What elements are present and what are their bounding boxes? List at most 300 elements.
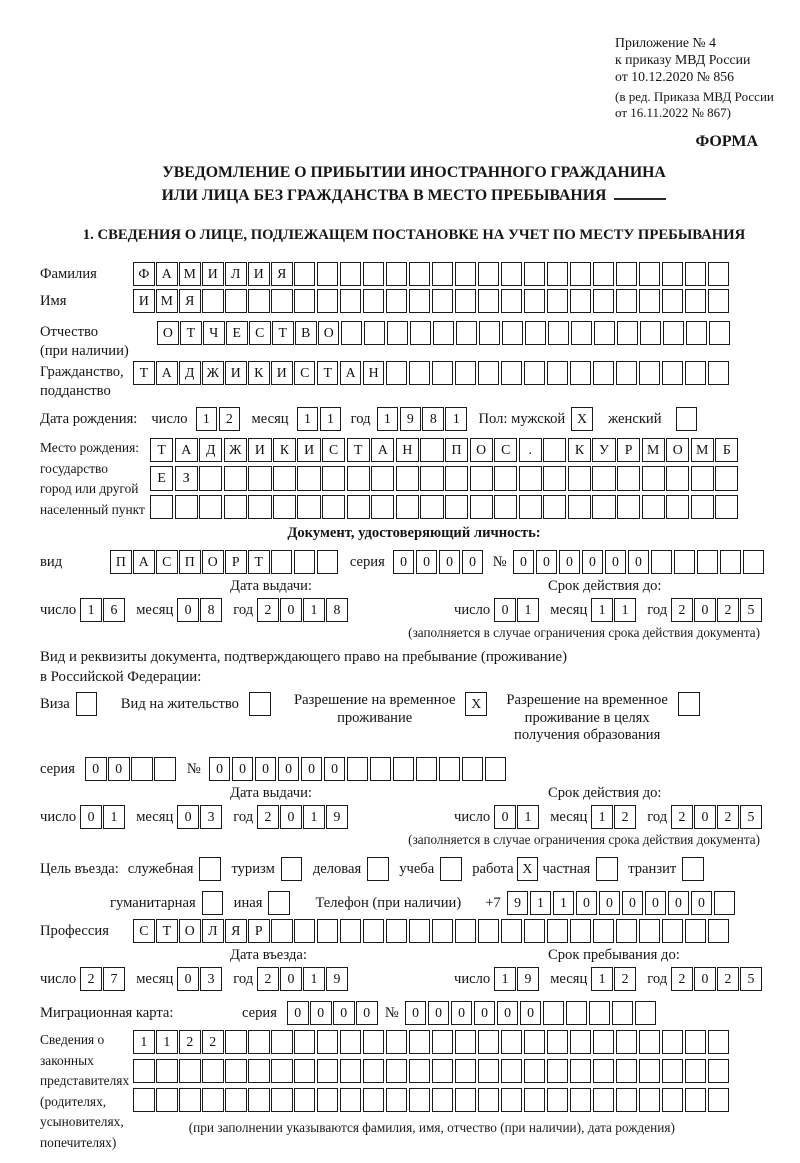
char-box[interactable] xyxy=(202,1059,224,1083)
char-box[interactable] xyxy=(651,550,673,574)
char-box[interactable]: Н xyxy=(363,361,385,385)
char-box[interactable]: 1 xyxy=(80,598,102,622)
char-box[interactable] xyxy=(294,550,316,574)
char-box[interactable]: 1 xyxy=(133,1030,155,1054)
char-box[interactable] xyxy=(432,1030,454,1054)
char-box[interactable]: 1 xyxy=(303,967,325,991)
char-box[interactable]: 9 xyxy=(517,967,539,991)
char-box[interactable]: И xyxy=(225,361,247,385)
char-box[interactable]: 2 xyxy=(614,805,636,829)
char-box[interactable] xyxy=(519,466,542,490)
char-box[interactable]: 0 xyxy=(356,1001,378,1025)
checkbox[interactable] xyxy=(202,891,224,915)
char-box[interactable]: А xyxy=(175,438,198,462)
char-box[interactable] xyxy=(432,289,454,313)
char-box[interactable] xyxy=(271,1088,293,1112)
char-box[interactable] xyxy=(393,757,415,781)
char-box[interactable] xyxy=(273,495,296,519)
char-box[interactable] xyxy=(420,438,443,462)
char-box[interactable] xyxy=(616,919,638,943)
char-box[interactable] xyxy=(455,361,477,385)
char-box[interactable]: 0 xyxy=(280,805,302,829)
checkbox[interactable] xyxy=(76,692,98,716)
char-box[interactable] xyxy=(524,1030,546,1054)
char-box[interactable]: 1 xyxy=(445,407,467,431)
char-box[interactable] xyxy=(455,1088,477,1112)
char-box[interactable] xyxy=(479,321,501,345)
char-box[interactable] xyxy=(547,262,569,286)
checkbox[interactable] xyxy=(367,857,389,881)
char-box[interactable]: Л xyxy=(202,919,224,943)
char-box[interactable] xyxy=(432,1059,454,1083)
char-box[interactable] xyxy=(524,919,546,943)
char-box[interactable]: 0 xyxy=(694,805,716,829)
char-box[interactable] xyxy=(294,262,316,286)
char-box[interactable] xyxy=(154,757,176,781)
char-box[interactable]: 9 xyxy=(326,805,348,829)
char-box[interactable] xyxy=(340,919,362,943)
char-box[interactable]: О xyxy=(318,321,340,345)
char-box[interactable]: О xyxy=(666,438,689,462)
char-box[interactable] xyxy=(478,289,500,313)
char-box[interactable] xyxy=(593,262,615,286)
char-box[interactable] xyxy=(478,1088,500,1112)
char-box[interactable] xyxy=(416,757,438,781)
char-box[interactable] xyxy=(271,1030,293,1054)
char-box[interactable]: 1 xyxy=(297,407,319,431)
char-box[interactable]: П xyxy=(179,550,201,574)
char-box[interactable]: 2 xyxy=(717,598,739,622)
char-box[interactable]: Ф xyxy=(133,262,155,286)
char-box[interactable]: 0 xyxy=(333,1001,355,1025)
char-box[interactable] xyxy=(524,289,546,313)
checkbox[interactable] xyxy=(676,407,698,431)
char-box[interactable]: З xyxy=(175,466,198,490)
char-box[interactable]: 0 xyxy=(694,598,716,622)
char-box[interactable]: 1 xyxy=(591,598,613,622)
char-box[interactable] xyxy=(478,262,500,286)
char-box[interactable]: 8 xyxy=(422,407,444,431)
char-box[interactable] xyxy=(478,1059,500,1083)
char-box[interactable]: 0 xyxy=(324,757,346,781)
char-box[interactable]: Я xyxy=(225,919,247,943)
char-box[interactable] xyxy=(317,919,339,943)
char-box[interactable]: 9 xyxy=(400,407,422,431)
char-box[interactable] xyxy=(709,321,731,345)
char-box[interactable]: С xyxy=(494,438,517,462)
char-box[interactable]: 0 xyxy=(177,805,199,829)
char-box[interactable] xyxy=(340,1059,362,1083)
char-box[interactable] xyxy=(547,1030,569,1054)
char-box[interactable]: 0 xyxy=(405,1001,427,1025)
char-box[interactable] xyxy=(340,1088,362,1112)
char-box[interactable]: Т xyxy=(133,361,155,385)
char-box[interactable] xyxy=(432,361,454,385)
char-box[interactable] xyxy=(322,495,345,519)
char-box[interactable]: 1 xyxy=(530,891,552,915)
char-box[interactable]: И xyxy=(297,438,320,462)
char-box[interactable]: 5 xyxy=(740,805,762,829)
char-box[interactable] xyxy=(317,1059,339,1083)
char-box[interactable]: 2 xyxy=(219,407,241,431)
char-box[interactable]: У xyxy=(592,438,615,462)
checkbox[interactable] xyxy=(199,857,221,881)
char-box[interactable] xyxy=(708,262,730,286)
char-box[interactable] xyxy=(371,466,394,490)
char-box[interactable] xyxy=(131,757,153,781)
char-box[interactable] xyxy=(273,466,296,490)
char-box[interactable]: П xyxy=(110,550,132,574)
char-box[interactable] xyxy=(470,466,493,490)
char-box[interactable]: Р xyxy=(225,550,247,574)
char-box[interactable]: М xyxy=(156,289,178,313)
char-box[interactable]: 3 xyxy=(200,967,222,991)
char-box[interactable]: 0 xyxy=(462,550,484,574)
char-box[interactable] xyxy=(396,495,419,519)
char-box[interactable]: Т xyxy=(150,438,173,462)
char-box[interactable]: 0 xyxy=(599,891,621,915)
char-box[interactable]: М xyxy=(179,262,201,286)
char-box[interactable] xyxy=(593,1088,615,1112)
char-box[interactable] xyxy=(570,919,592,943)
char-box[interactable]: 0 xyxy=(605,550,627,574)
char-box[interactable]: И xyxy=(271,361,293,385)
char-box[interactable]: 0 xyxy=(474,1001,496,1025)
char-box[interactable]: И xyxy=(248,262,270,286)
char-box[interactable] xyxy=(547,361,569,385)
char-box[interactable]: Т xyxy=(156,919,178,943)
char-box[interactable] xyxy=(363,1059,385,1083)
char-box[interactable]: Я xyxy=(271,262,293,286)
char-box[interactable]: 2 xyxy=(671,967,693,991)
char-box[interactable] xyxy=(616,361,638,385)
char-box[interactable]: Я xyxy=(179,289,201,313)
char-box[interactable] xyxy=(570,1059,592,1083)
char-box[interactable] xyxy=(445,495,468,519)
char-box[interactable] xyxy=(179,1088,201,1112)
char-box[interactable]: 0 xyxy=(108,757,130,781)
char-box[interactable] xyxy=(456,321,478,345)
char-box[interactable]: Д xyxy=(179,361,201,385)
char-box[interactable] xyxy=(341,321,363,345)
char-box[interactable]: 0 xyxy=(287,1001,309,1025)
char-box[interactable]: Т xyxy=(317,361,339,385)
char-box[interactable]: Б xyxy=(715,438,738,462)
char-box[interactable]: И xyxy=(248,438,271,462)
char-box[interactable] xyxy=(432,1088,454,1112)
char-box[interactable] xyxy=(386,1088,408,1112)
char-box[interactable] xyxy=(432,919,454,943)
char-box[interactable] xyxy=(317,262,339,286)
char-box[interactable]: 0 xyxy=(232,757,254,781)
char-box[interactable] xyxy=(501,1088,523,1112)
char-box[interactable] xyxy=(150,495,173,519)
char-box[interactable]: 0 xyxy=(576,891,598,915)
char-box[interactable]: А xyxy=(156,361,178,385)
char-box[interactable] xyxy=(409,1059,431,1083)
char-box[interactable] xyxy=(439,757,461,781)
char-box[interactable]: 2 xyxy=(717,805,739,829)
char-box[interactable] xyxy=(612,1001,634,1025)
char-box[interactable]: О xyxy=(202,550,224,574)
char-box[interactable] xyxy=(617,321,639,345)
char-box[interactable] xyxy=(271,1059,293,1083)
char-box[interactable]: Н xyxy=(396,438,419,462)
char-box[interactable] xyxy=(594,321,616,345)
char-box[interactable] xyxy=(248,1030,270,1054)
char-box[interactable] xyxy=(322,466,345,490)
char-box[interactable] xyxy=(662,289,684,313)
char-box[interactable] xyxy=(317,1088,339,1112)
char-box[interactable] xyxy=(743,550,765,574)
char-box[interactable] xyxy=(224,495,247,519)
char-box[interactable] xyxy=(248,1088,270,1112)
char-box[interactable] xyxy=(433,321,455,345)
char-box[interactable]: 2 xyxy=(179,1030,201,1054)
char-box[interactable]: И xyxy=(202,262,224,286)
checkbox[interactable] xyxy=(281,857,303,881)
char-box[interactable] xyxy=(714,891,736,915)
char-box[interactable] xyxy=(642,495,665,519)
char-box[interactable] xyxy=(462,757,484,781)
char-box[interactable] xyxy=(685,1088,707,1112)
char-box[interactable] xyxy=(666,466,689,490)
char-box[interactable]: 3 xyxy=(200,805,222,829)
char-box[interactable] xyxy=(340,1030,362,1054)
char-box[interactable]: 1 xyxy=(494,967,516,991)
char-box[interactable]: 0 xyxy=(668,891,690,915)
char-box[interactable] xyxy=(409,919,431,943)
char-box[interactable] xyxy=(685,919,707,943)
char-box[interactable] xyxy=(409,262,431,286)
char-box[interactable] xyxy=(708,361,730,385)
char-box[interactable]: 1 xyxy=(103,805,125,829)
char-box[interactable]: 0 xyxy=(280,598,302,622)
char-box[interactable]: 0 xyxy=(177,967,199,991)
char-box[interactable]: 0 xyxy=(177,598,199,622)
char-box[interactable]: А xyxy=(371,438,394,462)
checkbox[interactable] xyxy=(682,857,704,881)
char-box[interactable] xyxy=(317,550,339,574)
char-box[interactable] xyxy=(543,438,566,462)
char-box[interactable]: 0 xyxy=(628,550,650,574)
char-box[interactable]: 0 xyxy=(622,891,644,915)
char-box[interactable]: Ж xyxy=(202,361,224,385)
char-box[interactable]: 1 xyxy=(553,891,575,915)
char-box[interactable] xyxy=(593,361,615,385)
char-box[interactable] xyxy=(547,919,569,943)
char-box[interactable] xyxy=(570,1088,592,1112)
char-box[interactable] xyxy=(409,1088,431,1112)
char-box[interactable]: 2 xyxy=(80,967,102,991)
char-box[interactable]: 0 xyxy=(416,550,438,574)
char-box[interactable]: 0 xyxy=(494,598,516,622)
char-box[interactable] xyxy=(386,361,408,385)
char-box[interactable] xyxy=(663,321,685,345)
char-box[interactable] xyxy=(568,466,591,490)
char-box[interactable]: 6 xyxy=(103,598,125,622)
char-box[interactable] xyxy=(662,1088,684,1112)
char-box[interactable] xyxy=(708,1088,730,1112)
char-box[interactable]: 0 xyxy=(393,550,415,574)
char-box[interactable] xyxy=(635,1001,657,1025)
char-box[interactable] xyxy=(455,1030,477,1054)
char-box[interactable]: 1 xyxy=(320,407,342,431)
char-box[interactable] xyxy=(485,757,507,781)
char-box[interactable] xyxy=(639,1059,661,1083)
char-box[interactable] xyxy=(685,1059,707,1083)
char-box[interactable]: 8 xyxy=(200,598,222,622)
char-box[interactable] xyxy=(501,289,523,313)
char-box[interactable]: Д xyxy=(199,438,222,462)
char-box[interactable]: 9 xyxy=(326,967,348,991)
char-box[interactable] xyxy=(547,1088,569,1112)
char-box[interactable] xyxy=(589,1001,611,1025)
checkbox[interactable] xyxy=(678,692,700,716)
char-box[interactable] xyxy=(715,466,738,490)
char-box[interactable]: С xyxy=(133,919,155,943)
char-box[interactable]: А xyxy=(133,550,155,574)
char-box[interactable] xyxy=(547,1059,569,1083)
char-box[interactable] xyxy=(543,1001,565,1025)
char-box[interactable] xyxy=(662,1059,684,1083)
char-box[interactable] xyxy=(347,495,370,519)
char-box[interactable] xyxy=(543,495,566,519)
char-box[interactable]: 0 xyxy=(513,550,535,574)
char-box[interactable]: 5 xyxy=(740,598,762,622)
char-box[interactable]: 2 xyxy=(717,967,739,991)
char-box[interactable] xyxy=(494,495,517,519)
char-box[interactable] xyxy=(409,289,431,313)
char-box[interactable]: 2 xyxy=(257,598,279,622)
char-box[interactable]: 2 xyxy=(202,1030,224,1054)
char-box[interactable]: 1 xyxy=(303,598,325,622)
char-box[interactable]: С xyxy=(156,550,178,574)
char-box[interactable] xyxy=(386,1059,408,1083)
char-box[interactable]: 1 xyxy=(303,805,325,829)
char-box[interactable] xyxy=(640,321,662,345)
char-box[interactable] xyxy=(639,289,661,313)
char-box[interactable]: Е xyxy=(226,321,248,345)
char-box[interactable]: К xyxy=(273,438,296,462)
char-box[interactable] xyxy=(297,495,320,519)
char-box[interactable]: Т xyxy=(180,321,202,345)
char-box[interactable] xyxy=(386,289,408,313)
char-box[interactable] xyxy=(363,1088,385,1112)
char-box[interactable]: Ж xyxy=(224,438,247,462)
char-box[interactable] xyxy=(347,757,369,781)
char-box[interactable]: Т xyxy=(248,550,270,574)
char-box[interactable] xyxy=(202,1088,224,1112)
char-box[interactable] xyxy=(708,1030,730,1054)
char-box[interactable]: 1 xyxy=(591,805,613,829)
char-box[interactable] xyxy=(524,1088,546,1112)
char-box[interactable] xyxy=(501,361,523,385)
char-box[interactable] xyxy=(271,919,293,943)
char-box[interactable]: М xyxy=(691,438,714,462)
char-box[interactable] xyxy=(592,495,615,519)
char-box[interactable] xyxy=(199,466,222,490)
char-box[interactable]: 1 xyxy=(591,967,613,991)
char-box[interactable] xyxy=(543,466,566,490)
char-box[interactable] xyxy=(642,466,665,490)
char-box[interactable] xyxy=(363,289,385,313)
char-box[interactable] xyxy=(708,1059,730,1083)
char-box[interactable] xyxy=(294,289,316,313)
char-box[interactable] xyxy=(420,495,443,519)
char-box[interactable] xyxy=(570,262,592,286)
char-box[interactable]: 1 xyxy=(156,1030,178,1054)
char-box[interactable] xyxy=(570,1030,592,1054)
char-box[interactable] xyxy=(501,1030,523,1054)
char-box[interactable]: 1 xyxy=(517,805,539,829)
char-box[interactable] xyxy=(225,1088,247,1112)
char-box[interactable] xyxy=(616,289,638,313)
char-box[interactable] xyxy=(662,361,684,385)
char-box[interactable]: 1 xyxy=(377,407,399,431)
char-box[interactable] xyxy=(616,1059,638,1083)
char-box[interactable]: 0 xyxy=(428,1001,450,1025)
char-box[interactable] xyxy=(364,321,386,345)
char-box[interactable] xyxy=(685,1030,707,1054)
char-box[interactable] xyxy=(592,466,615,490)
char-box[interactable] xyxy=(566,1001,588,1025)
char-box[interactable] xyxy=(639,1030,661,1054)
char-box[interactable]: О xyxy=(179,919,201,943)
char-box[interactable]: 0 xyxy=(582,550,604,574)
char-box[interactable] xyxy=(409,1030,431,1054)
char-box[interactable] xyxy=(697,550,719,574)
checkbox[interactable]: X xyxy=(571,407,593,431)
char-box[interactable] xyxy=(639,1088,661,1112)
char-box[interactable] xyxy=(455,289,477,313)
char-box[interactable] xyxy=(386,262,408,286)
char-box[interactable] xyxy=(593,1030,615,1054)
char-box[interactable]: 0 xyxy=(536,550,558,574)
char-box[interactable]: 0 xyxy=(209,757,231,781)
char-box[interactable]: С xyxy=(294,361,316,385)
char-box[interactable] xyxy=(478,919,500,943)
char-box[interactable] xyxy=(662,919,684,943)
char-box[interactable]: 0 xyxy=(439,550,461,574)
char-box[interactable] xyxy=(593,1059,615,1083)
char-box[interactable] xyxy=(571,321,593,345)
char-box[interactable]: В xyxy=(295,321,317,345)
char-box[interactable] xyxy=(708,289,730,313)
char-box[interactable]: 0 xyxy=(645,891,667,915)
char-box[interactable] xyxy=(685,262,707,286)
char-box[interactable]: 0 xyxy=(255,757,277,781)
char-box[interactable] xyxy=(363,262,385,286)
char-box[interactable]: Т xyxy=(347,438,370,462)
char-box[interactable] xyxy=(455,919,477,943)
char-box[interactable]: 0 xyxy=(451,1001,473,1025)
char-box[interactable] xyxy=(248,495,271,519)
checkbox[interactable]: X xyxy=(517,857,539,881)
char-box[interactable] xyxy=(225,289,247,313)
char-box[interactable] xyxy=(371,495,394,519)
char-box[interactable] xyxy=(455,1059,477,1083)
char-box[interactable]: 0 xyxy=(559,550,581,574)
char-box[interactable] xyxy=(617,495,640,519)
char-box[interactable] xyxy=(478,361,500,385)
char-box[interactable] xyxy=(639,361,661,385)
char-box[interactable] xyxy=(662,262,684,286)
char-box[interactable] xyxy=(133,1059,155,1083)
char-box[interactable] xyxy=(386,1030,408,1054)
char-box[interactable]: 0 xyxy=(310,1001,332,1025)
char-box[interactable] xyxy=(225,1059,247,1083)
